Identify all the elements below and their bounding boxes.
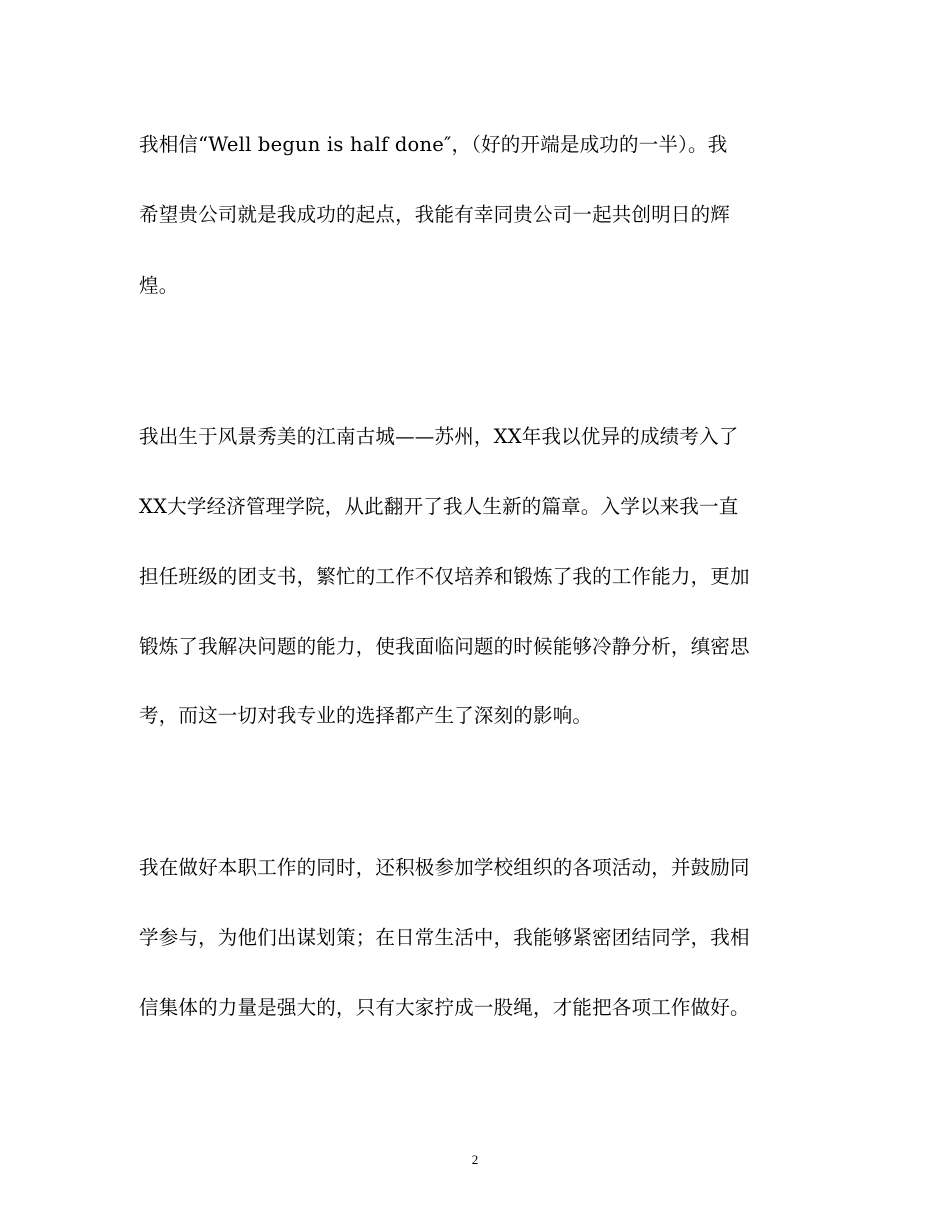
paragraph-line: 我在做好本职工作的同时，还积极参加学校组织的各项活动，并鼓励同 <box>139 856 750 879</box>
paragraph-line: 担任班级的团支书，繁忙的工作不仅培养和锻炼了我的工作能力，更加 <box>139 565 750 588</box>
paragraph-line: 学参与，为他们出谋划策；在日常生活中，我能够紧密团结同学，我相 <box>139 926 750 949</box>
paragraph-line: 我相信“Well begun is half done″，（好的开端是成功的一半）。我 <box>139 133 728 156</box>
page-number: 2 <box>471 1152 479 1167</box>
paragraph-line: 我出生于风景秀美的江南古城——苏州，XX年我以优异的成绩考入了 <box>139 425 739 448</box>
paragraph-line: 煌。 <box>139 274 179 297</box>
paragraph-line: 希望贵公司就是我成功的起点，我能有幸同贵公司一起共创明日的辉 <box>139 203 731 226</box>
paragraph-line: 考，而这一切对我专业的选择都产生了深刻的影响。 <box>139 704 593 727</box>
paragraph-line: XX大学经济管理学院，从此翻开了我人生新的篇章。入学以来我一直 <box>139 495 739 518</box>
paragraph-line: 锻炼了我解决问题的能力，使我面临问题的时候能够冷静分析，缜密思 <box>139 635 750 658</box>
paragraph-line: 信集体的力量是强大的，只有大家拧成一股绳，才能把各项工作做好。 <box>139 996 750 1019</box>
